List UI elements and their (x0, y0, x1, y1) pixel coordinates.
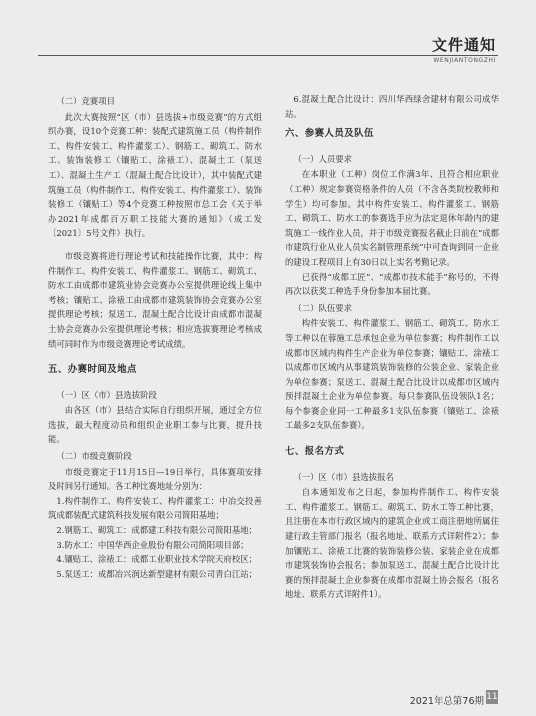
venue-item: 5.泵送工：成都冶兴润达新型建材有限公司青白江站； (56, 568, 258, 579)
section-subtitle: WENJIANTONGZHI (433, 57, 496, 64)
paragraph: 自本通知发布之日起，参加构件制作工、构件安装工、构件灌浆工、钢筋工、砌筑工、防水工等工种比赛，且注册在本市行政区域内的建筑企业或工商注册地所属住建行政主管部门报名（报名地址、联系方式详附件2）；参加镶贴工、涂裱工比赛的装饰装修公装、家装企业在成都市建筑装饰协会报名；参加泵送工、混凝土配合比设计比赛的预拌混凝土企业参赛在成都市混凝土协会报名（报名地址、联系方式详附件1）。 (285, 487, 499, 600)
subsection-title: （二）竞赛项目 (56, 96, 116, 106)
section-title: 文件通知 (431, 36, 496, 54)
paragraph: 已获得“成都工匠”、“成都市技术能手”称号的，不得再次以获奖工种选手身份参加本届比赛。 (285, 271, 499, 297)
subsection-title: （一）人员要求 (293, 153, 353, 164)
left-column (48, 92, 262, 581)
paragraph: 由各区（市）县结合实际自行组织开展，通过全方位选拔，最大程度动员和组织企业职工参与比赛，提升技能。 (48, 405, 262, 445)
subsection-title: （一）区（市）县选拔阶段 (56, 389, 157, 400)
paragraph: 在本职业（工种）岗位工作满3年、且符合相应职业（工种）规定参赛资格条件的人员（不含各类院校教师和学生）均可参加。其中构件安装工、构件灌浆工、钢筋工、砌筑工、防水工的参赛选手应为法定退休年龄内的建筑施工一线作业人员，并于市级竞赛报名截止日前在“成都市建筑行业从业人员实名制管理系统”中可查询到同一企业的建设工程项目上有30日以上实名考勤记录。 (285, 169, 499, 267)
subsection-title: （二）队伍要求 (293, 302, 353, 313)
page-number: 11 (486, 692, 498, 702)
section-heading: 七、报名方式 (285, 446, 345, 458)
subsection-title: （一）区（市）县选拔报名 (293, 471, 394, 482)
venue-item: 4.镶贴工、涂裱工：成都工业职业技术学院天府校区； (56, 554, 258, 565)
right-column (285, 92, 499, 602)
paragraph: 构件安装工、构件灌浆工、钢筋工、砌筑工、防水工等工种以在蓉施工总承包企业为单位参赛；构件制作工以成都市区域内构件生产企业为单位参赛；镶贴工、涂裱工以成都市区域内从事建筑装饰装修的公装企业、家装企业为单位参赛；泵送工、混凝土配合比设计以成都市区域内预拌混凝土企业为单位参赛。每只参赛队伍设领队1名；每个参赛企业同一工种最多1支队伍参赛（镶贴工、涂裱工最多2支队伍参赛）。 (285, 318, 499, 431)
paragraph: 市级竞赛定于11月15日—19日举行，具体赛项安排及时间另行通知。各工种比赛地址分别为： (48, 466, 262, 492)
paragraph: 市级竞赛将进行理论考试和技能操作比赛，其中：构件制作工、构件安装工、构件灌浆工、钢筋工、砌筑工、防水工由成都市建筑业协会竞赛办公室提供理论线上集中考核；镶贴工、涂裱工由成都市建筑装饰协会竞赛办公室提供理论考核；泵送工、混凝土配合比设计由成都市混凝土协会竞赛办公室提供理论考核；相应选拔赛理论考核成绩可同时作为市级竞赛理论考试成绩。 (48, 250, 262, 349)
header-divider (38, 55, 498, 56)
venue-item: 6.混凝土配合比设计：四川华西绿舍建材有限公司成华站。 (285, 94, 499, 119)
subsection-title: （二）市级竞赛阶段 (56, 451, 132, 462)
issue-label: 2021年总第76期 (409, 696, 484, 707)
paragraph: 此次大赛按照“区（市）县选拔+市级竞赛”的方式组织办赛，设10个竞赛工种：装配式建筑施工员（构件制作工、构件安装工、构件灌浆工）、钢筋工、砌筑工、防水工、装饰装修工（镶贴工、涂裱工）、混凝土工（泵送工）、混凝土生产工（混凝土配合比设计），其中装配式建筑施工员（构件制作工、构件安装工、构件灌浆工）、装饰装修工（镶贴工）等4个竞赛工种按照市总工会《关于举办2021年成都百万职工技能大赛的通知》（成工发〔2021〕5号文件）执行。 (48, 111, 262, 239)
section-heading: 六、参赛人员及队伍 (285, 128, 374, 140)
section-heading: 五、办赛时间及地点 (48, 364, 137, 376)
venue-item: 3.防水工：中国华西企业股份有限公司简阳项目部； (56, 539, 249, 550)
venue-item: 2.钢筋工、砌筑工：成都建工科技有限公司简阳基地； (56, 525, 258, 536)
venue-item: 1.构件制作工、构件安装工、构件灌浆工：中冶交投善筑成都装配式建筑科技发展有限公司简阳基地； (48, 495, 262, 521)
paragraph-gap (48, 241, 262, 249)
